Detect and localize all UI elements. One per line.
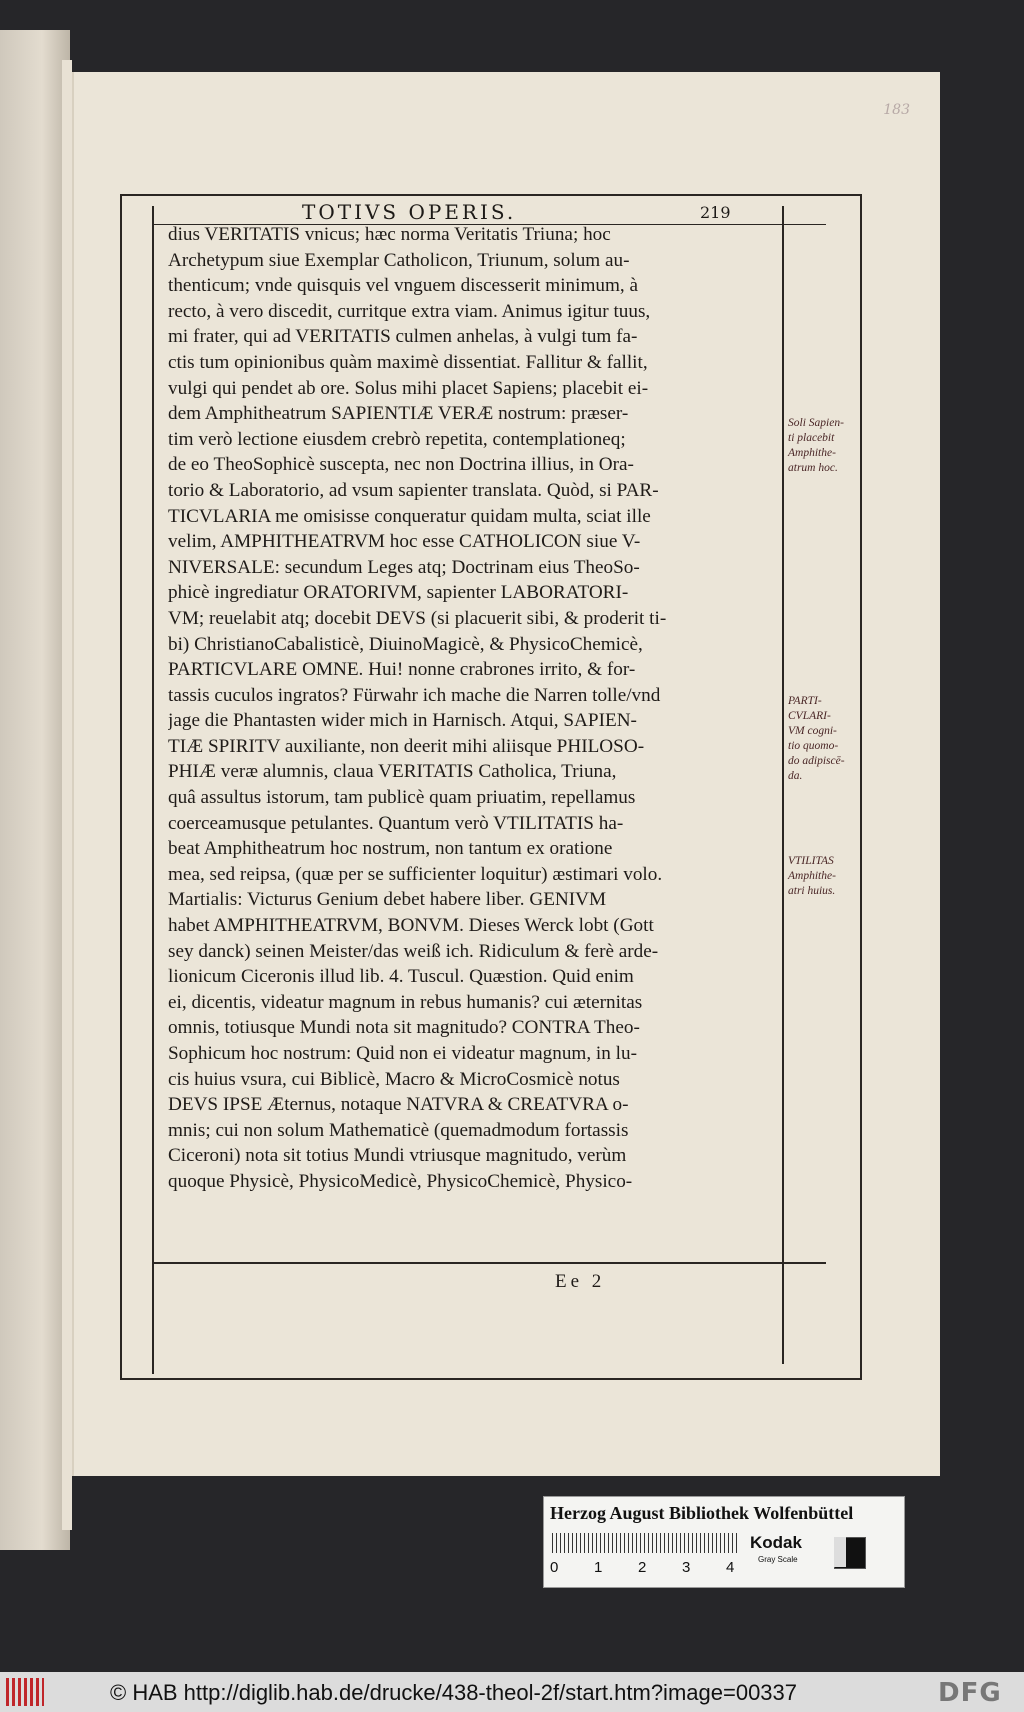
text-line: tassis cuculos ingratos? Fürwahr ich mache die Narren tolle/vnd [168,684,661,706]
marginal-line: tio quomo- [788,740,839,752]
gray-scale-label: Gray Scale [758,1555,798,1564]
marginal-line: PARTI- [788,695,822,707]
left-page-margin [62,60,72,1530]
text-line: quoque Physicè, PhysicoMedicè, PhysicoChemicè, Physico- [168,1170,633,1192]
text-line: thenticum; vnde quisquis vel vnguem discesserit minimum, à [168,275,639,297]
text-line: mnis; cui non solum Mathematicè (quemadmodum fortassis [168,1119,629,1141]
text-line: quâ assultus istorum, tam publicè quam priuatim, repellamus [168,787,636,809]
barcode-icon [6,1678,44,1706]
pencil-page-number: 183 [883,102,910,118]
marginal-line: CVLARI- [788,710,831,722]
ruler-number: 4 [726,1559,735,1576]
scale-ruler [552,1533,738,1553]
running-head: TOTIVS OPERIS. [302,200,517,224]
marginal-line: do adipiscē- [788,755,845,767]
color-calibration-card [543,1496,905,1588]
text-line: PARTICVLARE OMNE. Hui! nonne crabrones irrito, & for- [168,659,636,681]
text-line: tim verò lectione eiusdem crebrò repetita, contemplationeq; [168,428,626,450]
marginal-line: Amphithe- [788,447,836,459]
text-line: PHIÆ veræ alumnis, claua VERITATIS Catholica, Triuna, [168,761,617,783]
library-name: Herzog August Bibliothek Wolfenbüttel [550,1503,854,1523]
text-line: dius VERITATIS vnicus; hæc norma Veritatis Triuna; hoc [168,224,611,245]
ruler-number: 2 [638,1559,647,1576]
text-line: vulgi qui pendet ab ore. Solus mihi placet Sapiens; placebit ei- [168,377,649,399]
ruler-number: 0 [550,1559,559,1576]
text-line: recto, à vero discedit, curritque extra viam. Animus igitur tuus, [168,300,651,322]
dfg-logo: DFG [938,1678,1002,1708]
viewer-footer [0,1672,1024,1712]
marginal-line: VM cogni- [788,725,837,737]
left-page-edge [0,30,70,1550]
text-line: mea, sed reipsa, (quæ per se sufficienter loquitur) æstimari volo. [168,863,663,885]
text-line: DEVS IPSE Æternus, notaque NATVRA & CREATVRA o- [168,1094,629,1116]
text-line: ctis tum opinionibus quàm maximè dissentiat. Fallitur & fallit, [168,351,648,373]
text-line: mi frater, qui ad VERITATIS culmen anhelas, à vulgi tum fa- [168,326,638,348]
marginal-line: da. [788,770,803,782]
text-line: Ciceroni) nota sit totius Mundi vtriusque magnitudo, verùm [168,1145,627,1167]
text-line: Sophicum hoc nostrum: Quid non ei videatur magnum, in lu- [168,1043,637,1064]
text-line: Martialis: Victurus Genium debet habere liber. GENIVM [168,889,607,911]
marginal-note [788,694,862,784]
text-line: TICVLARIA me omisisse conqueratur quidam multa, sciat ille [168,505,651,527]
body-text [168,222,774,1195]
ruler-number: 3 [682,1559,691,1576]
marginal-line: Soli Sapien- [788,417,844,429]
marginal-line: atrum hoc. [788,462,838,474]
source-link[interactable]: © HAB http://diglib.hab.de/drucke/438-theol-2f/start.htm?image=00337 [110,1680,798,1705]
text-line: dem Amphitheatrum SAPIENTIÆ VERÆ nostrum: præser- [168,403,629,425]
ruler-number: 1 [594,1559,603,1576]
text-line: sey danck) seinen Meister/das weiß ich. Ridiculum & ferè arde- [168,940,659,962]
text-line: phicè ingrediatur ORATORIVM, sapienter LABORATORI- [168,582,629,604]
text-line: lionicum Ciceronis illud lib. 4. Tuscul. Quæstion. Quid enim [168,966,634,988]
text-line: NIVERSALE: secundum Leges atq; Doctrinam eius TheoSo- [168,556,640,578]
footer-rule [152,1262,826,1264]
text-line: torio & Laboratorio, ad vsum sapienter translata. Quòd, si PAR- [168,479,659,501]
text-line: coerceamusque petulantes. Quantum verò VTILITATIS ha- [168,812,624,834]
text-line: ei, dicentis, videatur magnum in rebus humanis? cui æternitas [168,991,643,1013]
marginal-note [788,854,862,899]
text-line: jage die Phantasten wider mich in Harnisch. Atqui, SAPIEN- [168,710,637,732]
margin-rule [782,206,784,1364]
marginal-line: VTILITAS [788,855,834,867]
marginal-note [788,416,862,476]
text-line: VM; reuelabit atq; docebit DEVS (si placuerit sibi, & proderit ti- [168,607,667,629]
kodak-logo: Kodak [750,1533,802,1552]
text-line: cis huius vsura, cui Biblicè, Macro & MicroCosmicè notus [168,1068,620,1090]
light-swatch [834,1537,846,1567]
signature-mark: Ee 2 [555,1271,606,1292]
text-line: omnis, totiusque Mundi nota sit magnitudo? CONTRA Theo- [168,1017,640,1039]
marginal-line: Amphithe- [788,870,836,882]
book-page [72,72,940,1476]
folio-number: 219 [700,203,731,222]
frame-left-rule [152,206,154,1374]
marginal-line: ti placebit [788,432,835,444]
text-line: beat Amphitheatrum hoc nostrum, non tantum ex oratione [168,838,613,860]
text-line: TIÆ SPIRITV auxiliante, non deerit mihi aliisque PHILOSO- [168,735,645,757]
text-line: bi) ChristianoCabalisticè, DiuinoMagicè, & PhysicoChemicè, [168,633,643,655]
marginal-line: atri huius. [788,885,836,897]
text-line: Archetypum siue Exemplar Catholicon, Triunum, solum au- [168,249,630,271]
text-line: velim, AMPHITHEATRVM hoc esse CATHOLICON siue V- [168,531,641,553]
text-line: habet AMPHITHEATRVM, BONVM. Dieses Werck lobt (Gott [168,915,654,937]
text-line: de eo TheoSophicè suscepta, nec non Doctrina illius, in Ora- [168,454,634,476]
